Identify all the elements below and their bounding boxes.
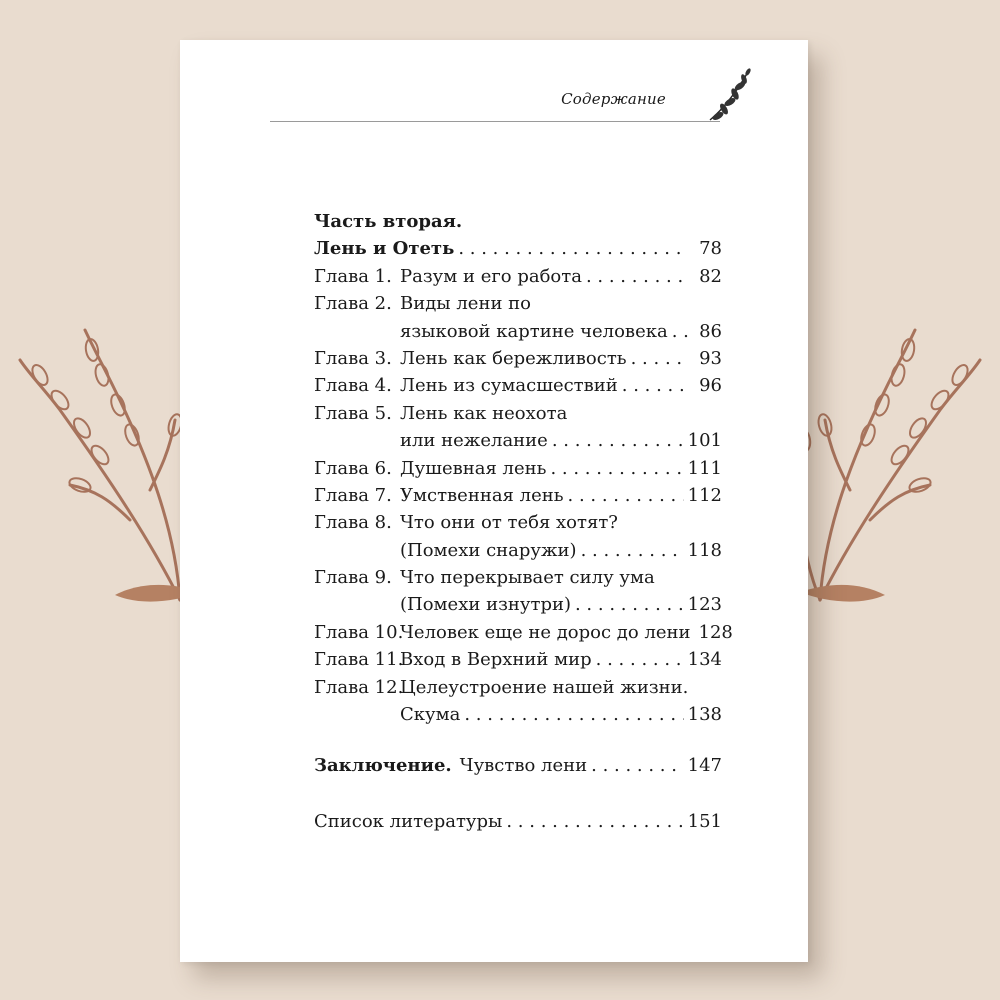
chapter-title: Разум и его работа: [400, 265, 582, 287]
toc-entry: [314, 674, 722, 701]
conclusion-label: Заключение.: [314, 755, 452, 777]
toc-entry: [314, 263, 722, 290]
chapter-number: Глава 3.: [314, 347, 392, 369]
chapter-number: Глава 1.: [314, 265, 392, 287]
toc-entry-continuation: [314, 591, 722, 618]
running-head: [270, 66, 760, 126]
running-head-title: Содержание: [561, 90, 666, 108]
dot-leader: [568, 482, 684, 509]
page-number: 101: [687, 430, 722, 452]
chapter-number: Глава 9.: [314, 567, 392, 589]
part-heading-row: [314, 208, 722, 235]
chapter-title: Виды лени по: [400, 293, 531, 315]
page-number: 123: [687, 594, 722, 616]
bibliography-entry: [314, 808, 722, 835]
book-page: [180, 40, 808, 962]
page-number: 78: [699, 238, 722, 260]
toc-entry: [314, 290, 722, 317]
spacer: [314, 728, 722, 752]
table-of-contents: [314, 208, 733, 835]
toc-entry: [314, 400, 722, 427]
chapter-title-line: языковой картине человека: [400, 320, 668, 342]
toc-entry: [314, 482, 722, 509]
dot-leader: [581, 537, 684, 564]
chapter-number: Глава 12.: [314, 676, 404, 698]
dot-leader: [672, 318, 688, 345]
chapter-number: Глава 7.: [314, 484, 392, 506]
dot-leader: [458, 235, 688, 262]
bibliography-title: Список литературы: [314, 810, 503, 832]
page-number: 147: [687, 755, 722, 777]
chapter-title: Что перекрывает силу ума: [400, 567, 655, 589]
spacer: [314, 780, 722, 808]
leaf-sprig-icon: [704, 66, 760, 128]
toc-entry-continuation: [314, 537, 722, 564]
toc-entry-continuation: [314, 427, 722, 454]
toc-entry: [314, 646, 722, 673]
toc-entry: [314, 564, 722, 591]
page-number: 138: [687, 704, 722, 726]
page-number: 128: [698, 621, 733, 643]
part-title-row: [314, 235, 722, 262]
page-number: 151: [687, 810, 722, 832]
toc-entry-continuation: [314, 318, 722, 345]
toc-entry: [314, 455, 722, 482]
chapter-title-line: Скума: [400, 704, 461, 726]
chapter-title-line: или нежелание: [400, 430, 548, 452]
chapter-title-line: (Помехи изнутри): [400, 594, 571, 616]
chapter-title-line: (Помехи снаружи): [400, 539, 577, 561]
chapter-number: Глава 11.: [314, 649, 404, 671]
chapter-number: Глава 2.: [314, 293, 392, 315]
page-number: 86: [699, 320, 722, 342]
dot-leader: [552, 427, 684, 454]
chapter-title: Что они от тебя хотят?: [400, 512, 618, 534]
conclusion-title: Чувство лени: [459, 755, 588, 777]
dot-leader: [631, 345, 688, 372]
part-heading: Часть вторая.: [314, 211, 463, 232]
chapter-title: Целеустроение нашей жизни.: [400, 676, 689, 698]
dot-leader: [575, 591, 684, 618]
dot-leader: [591, 752, 684, 779]
chapter-number: Глава 8.: [314, 512, 392, 534]
chapter-title: Лень как неохота: [400, 402, 568, 424]
dot-leader: [550, 455, 683, 482]
toc-entry: [314, 509, 722, 536]
dot-leader: [596, 646, 684, 673]
toc-entry: [314, 619, 733, 646]
chapter-title: Человек еще не дорос до лени: [400, 621, 691, 643]
header-rule: [270, 121, 720, 122]
toc-entry: [314, 345, 722, 372]
dot-leader: [464, 701, 683, 728]
page-number: 118: [687, 539, 722, 561]
chapter-title: Умственная лень: [400, 484, 564, 506]
chapter-number: Глава 6.: [314, 457, 392, 479]
chapter-number: Глава 10.: [314, 621, 404, 643]
page-number: 112: [687, 484, 722, 506]
chapter-number: Глава 4.: [314, 375, 392, 397]
conclusion-entry: [314, 752, 722, 779]
chapter-title: Лень из сумасшествий: [400, 375, 618, 397]
chapter-title: Вход в Верхний мир: [400, 649, 592, 671]
part-title: Лень и Отеть: [314, 238, 455, 260]
page-number: 134: [687, 649, 722, 671]
chapter-title: Лень как бережливость: [400, 347, 627, 369]
page-number: 111: [687, 457, 722, 479]
dot-leader: [622, 372, 688, 399]
page-number: 96: [699, 375, 722, 397]
chapter-number: Глава 5.: [314, 402, 392, 424]
toc-entry: [314, 372, 722, 399]
toc-entry-continuation: [314, 701, 722, 728]
page-number: 82: [699, 265, 722, 287]
chapter-title: Душевная лень: [400, 457, 547, 479]
dot-leader: [586, 263, 688, 290]
dot-leader: [506, 808, 683, 835]
page-number: 93: [699, 347, 722, 369]
